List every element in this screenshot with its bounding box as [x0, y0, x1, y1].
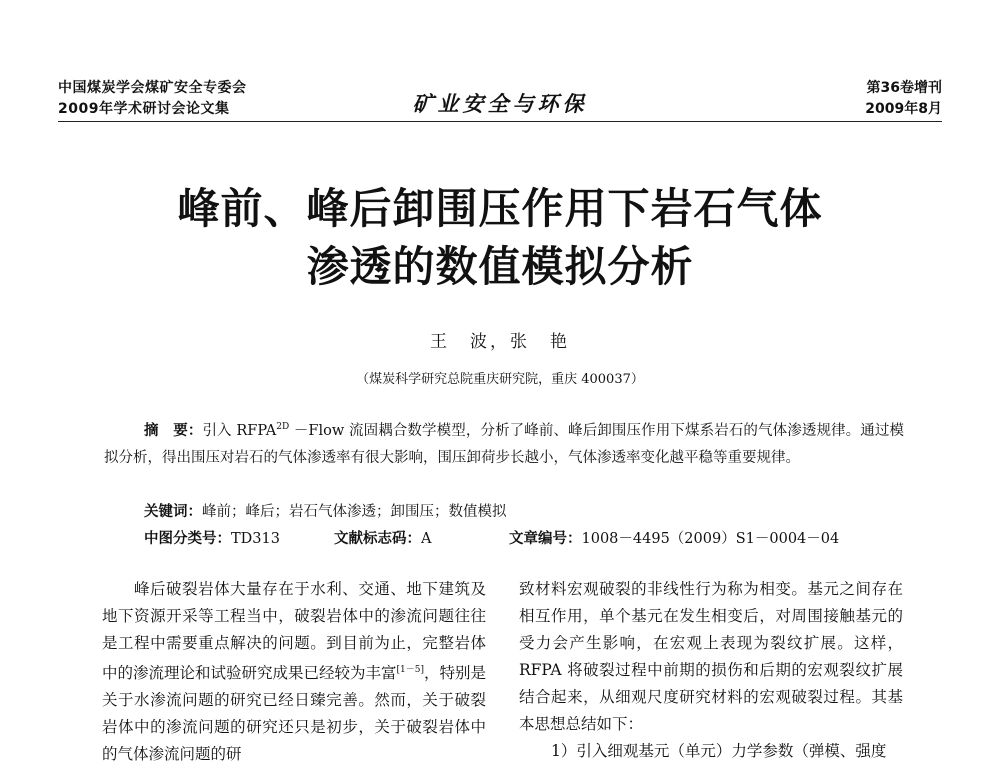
header-issue: [865, 78, 942, 120]
paper-title: [60, 180, 940, 296]
keywords-text: 峰前；峰后；岩石气体渗透；卸围压；数值模拟: [202, 504, 507, 520]
authors: 王 波，张 艳: [430, 332, 570, 352]
body-right-paragraph: 致材料宏观破裂的非线性行为称为相变。基元之间存在相互作用，单个基元在发生相变后，对周围接触基元的受力会产生影响，在宏观上表现为裂纹扩展。这样，RFPA 将破裂过程中前期的损伤和后期的宏观裂纹扩展结合起来，从细观尺度研究材料的宏观破裂过程。其基本思想总结如下：: [519, 580, 903, 733]
doc-code-value: A: [421, 531, 432, 547]
classification-line: [144, 526, 904, 553]
header-journal-name: 矿业安全与环保: [412, 91, 588, 116]
body-left-text-pre: 峰后破裂岩体大量存在于水利、交通、地下建筑及地下资源开采等工程当中，破裂岩体中的渗流问题往往是工程中需要重点解决的问题。到目前为止，完整岩体中的渗流理论和试验研究成果已经较为丰富: [102, 580, 486, 683]
body-left-column: [102, 576, 486, 768]
abstract-label: 摘 要：: [144, 422, 203, 439]
header-divider: [58, 121, 942, 122]
header-proceedings: [58, 78, 247, 120]
keywords: [144, 499, 904, 526]
abstract-text-pre: 引入 RFPA: [202, 422, 277, 439]
article-number-value: 1008－4495（2009）S1－0004－04: [581, 531, 840, 547]
header-proceedings-title: 2009年学术研讨会论文集: [58, 101, 230, 117]
affiliation: （煤炭科学研究总院重庆研究院，重庆 400037）: [356, 372, 644, 387]
body-paragraph: [102, 576, 486, 768]
citation-ref: [1－5]: [396, 665, 424, 675]
clc-value: TD313: [231, 531, 280, 547]
body-right-list-item: 1）引入细观基元（单元）力学参数（弹模、强度: [551, 742, 887, 760]
body-right-column: [519, 576, 903, 765]
clc-label: 中图分类号：: [144, 531, 231, 547]
paper-title-line2: 渗透的数值模拟分析: [306, 242, 694, 291]
paper-title-line1: 峰前、峰后卸围压作用下岩石气体: [177, 184, 823, 233]
abstract-text: －Flow 流固耦合数学模型，分析了峰前、峰后卸围压作用下煤系岩石的气体渗透规律。通过模拟分析，得出围压对岩石的气体渗透率有很大影响，围压卸荷步长越小，气体渗透率变化越平稳等重要规律。: [104, 422, 904, 466]
body-left-text-post: ，特别是关于水渗流问题的研究已经日臻完善。然而，关于破裂岩体中的渗流问题的研究还只是初步，关于破裂岩体中的气体渗流问题的研: [102, 664, 487, 764]
doc-code-label: 文献标志码：: [334, 531, 421, 547]
header-volume: 第36卷增刊: [866, 80, 942, 96]
abstract: [104, 414, 904, 472]
header-date: 2009年8月: [865, 101, 942, 117]
header-society: 中国煤炭学会煤矿安全专委会: [58, 80, 247, 96]
abstract-superscript: 2D: [276, 422, 290, 432]
article-number-label: 文章编号：: [509, 531, 582, 547]
keywords-label: 关键词：: [144, 504, 202, 520]
